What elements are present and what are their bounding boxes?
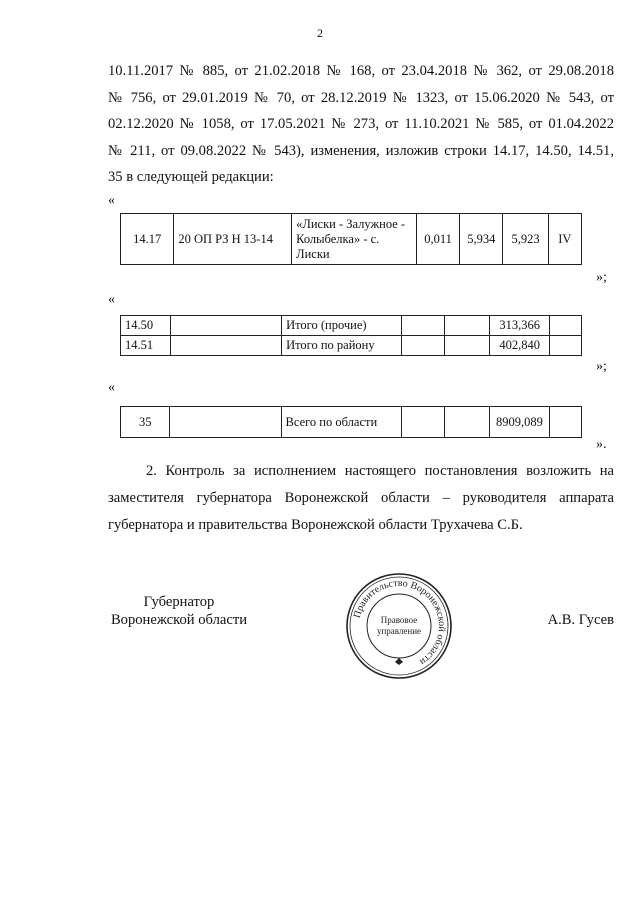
official-stamp <box>345 572 453 680</box>
paragraph-line: 35 в следующей редакции: <box>108 169 274 185</box>
row-number: 14.17 <box>121 214 174 265</box>
signatory-title: Губернатор Воронежской области <box>110 594 248 628</box>
road-table-row-14-17 <box>120 213 582 265</box>
road-name: «Лиски - Залужное - Колыбелка» - с. Лиски <box>292 214 417 265</box>
opening-quote: « <box>108 380 115 395</box>
paragraph-line: 2. Контроль за исполнением настоящего постановления возложить на <box>146 463 614 479</box>
opening-quote: « <box>108 292 115 307</box>
row-value: 8909,089 <box>489 407 550 438</box>
opening-quote: « <box>108 193 115 208</box>
paragraph-line: губернатора и правительства Воронежской области Трухачева С.Б. <box>108 517 523 533</box>
amendment-paragraph <box>108 58 614 191</box>
row-label: Итого по району <box>282 336 402 356</box>
road-code: 20 ОП РЗ Н 13-14 <box>174 214 292 265</box>
stamp-center-line: Правовое <box>380 615 418 625</box>
paragraph-line: 10.11.2017 № 885, от 21.02.2018 № 168, от 23.04.2018 № 362, от 29.08.2018 <box>108 63 614 79</box>
region-total-table <box>120 406 582 438</box>
row-number: 14.51 <box>121 336 171 356</box>
stamp-emblem-icon <box>395 658 403 665</box>
row-number: 35 <box>121 407 170 438</box>
value-start: 0,011 <box>416 214 459 265</box>
table-row <box>121 407 582 438</box>
row-value: 402,840 <box>489 336 549 356</box>
stamp-center-line: управление <box>376 626 422 636</box>
row-value: 313,366 <box>489 316 549 336</box>
paragraph-line: заместителя губернатора Воронежской области – руководителя аппарата <box>108 490 614 506</box>
closing-quote: ». <box>596 437 607 452</box>
row-label: Итого (прочие) <box>282 316 402 336</box>
closing-quote: »; <box>596 270 607 285</box>
row-number: 14.50 <box>121 316 171 336</box>
table-row <box>121 336 582 356</box>
road-category: IV <box>548 214 581 265</box>
row-label: Всего по области <box>281 407 401 438</box>
value-end: 5,934 <box>460 214 503 265</box>
stamp-ring-text: Правительство Воронежской области <box>351 577 448 668</box>
signatory-name: А.В. Гусев <box>547 612 614 628</box>
page-number: 2 <box>317 26 323 40</box>
totals-table <box>120 315 582 356</box>
paragraph-line: № 211, от 09.08.2022 № 543), изменения, изложив строки 14.17, 14.50, 14.51, <box>108 142 614 159</box>
value-length: 5,923 <box>503 214 548 265</box>
table-row <box>121 316 582 336</box>
paragraph-line: 02.12.2020 № 1058, от 17.05.2021 № 273, от 11.10.2021 № 585, от 01.04.2022 <box>108 116 614 132</box>
closing-quote: »; <box>596 359 607 374</box>
paragraph-line: № 756, от 29.01.2019 № 70, от 28.12.2019 № 1323, от 15.06.2020 № 543, от <box>108 89 614 106</box>
control-paragraph <box>108 458 614 539</box>
